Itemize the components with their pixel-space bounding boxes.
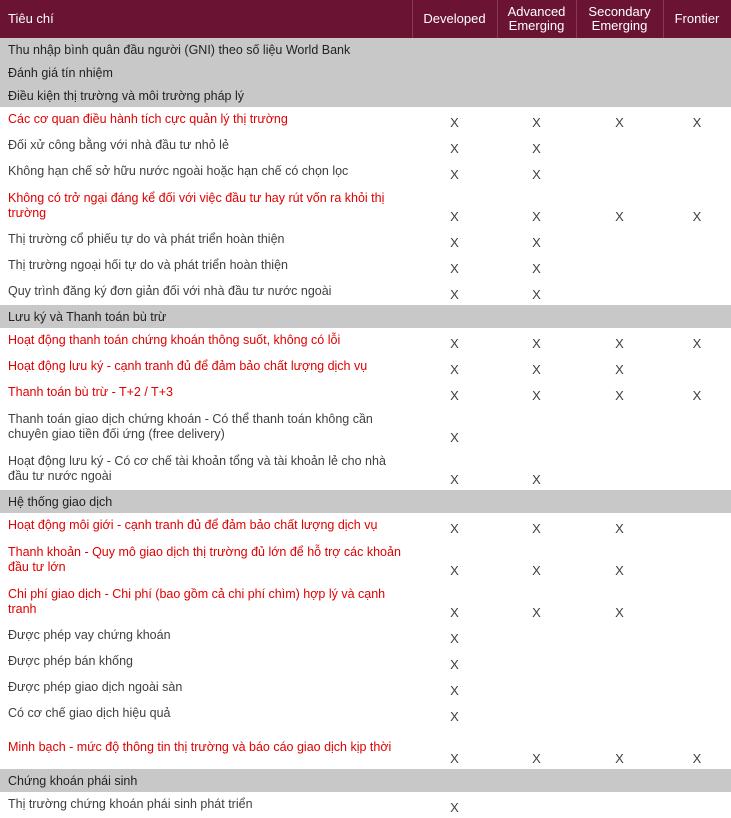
mark-advanced-emerging — [497, 792, 576, 818]
mark-developed: X — [450, 605, 459, 620]
mark-secondary-emerging: X — [615, 563, 624, 578]
mark-developed: X — [450, 388, 459, 403]
mark-developed: X — [450, 472, 459, 487]
mark-secondary-emerging — [576, 279, 663, 305]
mark-developed: X — [450, 521, 459, 536]
mark-frontier — [663, 253, 731, 279]
mark-secondary-emerging — [576, 133, 663, 159]
mark-frontier — [663, 623, 731, 649]
mark-advanced-emerging — [497, 623, 576, 649]
mark-frontier — [663, 792, 731, 818]
criterion-label: Đối xử công bằng với nhà đầu tư nhỏ lẻ — [8, 138, 229, 152]
mark-developed: X — [450, 167, 459, 182]
header-secondary-emerging: Secondary Emerging — [576, 0, 663, 38]
mark-frontier: X — [692, 209, 702, 224]
mark-secondary-emerging — [576, 253, 663, 279]
mark-frontier: X — [692, 388, 702, 403]
mark-advanced-emerging — [497, 406, 576, 448]
mark-advanced-emerging: X — [532, 563, 541, 578]
section-row — [0, 490, 731, 513]
mark-developed: X — [450, 563, 459, 578]
mark-secondary-emerging: X — [615, 751, 624, 766]
mark-frontier — [663, 279, 731, 305]
mark-secondary-emerging: X — [615, 336, 624, 351]
mark-frontier — [663, 675, 731, 701]
mark-frontier — [663, 649, 731, 675]
criterion-label: Được phép giao dịch ngoài sàn — [8, 680, 183, 694]
mark-frontier — [663, 227, 731, 253]
mark-frontier — [663, 354, 731, 380]
mark-advanced-emerging: X — [532, 336, 541, 351]
criterion-label: Thanh toán giao dịch chứng khoán - Có thể thanh toán không cần chuyên giao tiền đối ứng (free delivery) — [8, 411, 373, 441]
table-row — [0, 513, 731, 539]
mark-secondary-emerging — [576, 623, 663, 649]
mark-frontier — [663, 581, 731, 623]
table-row — [0, 253, 731, 279]
table-row — [0, 675, 731, 701]
mark-advanced-emerging: X — [532, 141, 541, 156]
criterion-label: Thanh toán bù trừ - T+2 / T+3 — [8, 385, 173, 399]
mark-developed: X — [450, 287, 459, 302]
mark-advanced-emerging: X — [532, 261, 541, 276]
mark-developed: X — [450, 800, 459, 815]
mark-advanced-emerging: X — [532, 167, 541, 182]
table-body — [0, 38, 731, 818]
mark-developed: X — [450, 115, 459, 130]
mark-secondary-emerging — [576, 649, 663, 675]
mark-advanced-emerging: X — [532, 287, 541, 302]
table-row — [0, 623, 731, 649]
table-row — [0, 406, 731, 448]
mark-secondary-emerging: X — [615, 521, 624, 536]
mark-secondary-emerging — [576, 406, 663, 448]
header-criteria: Tiêu chí — [0, 0, 412, 38]
table-row — [0, 185, 731, 227]
mark-developed: X — [450, 683, 459, 698]
mark-frontier — [663, 539, 731, 581]
table-row — [0, 328, 731, 354]
mark-frontier — [663, 406, 731, 448]
header-frontier: Frontier — [663, 0, 731, 38]
table-row — [0, 701, 731, 727]
mark-advanced-emerging: X — [532, 751, 541, 766]
mark-secondary-emerging — [576, 675, 663, 701]
mark-advanced-emerging: X — [532, 521, 541, 536]
mark-developed: X — [450, 709, 459, 724]
section-label: Thu nhập bình quân đầu người (GNI) theo số liệu World Bank — [0, 38, 731, 61]
section-label: Hệ thống giao dịch — [0, 490, 731, 513]
table-row — [0, 448, 731, 490]
section-row — [0, 38, 731, 61]
table-row — [0, 581, 731, 623]
mark-frontier — [663, 513, 731, 539]
criterion-label: Các cơ quan điều hành tích cực quản lý thị trường — [8, 112, 288, 126]
mark-advanced-emerging: X — [532, 362, 541, 377]
mark-developed: X — [450, 631, 459, 646]
mark-developed: X — [450, 430, 459, 445]
mark-advanced-emerging: X — [532, 472, 541, 487]
criterion-label: Quy trình đăng ký đơn giản đối với nhà đầu tư nước ngoài — [8, 284, 332, 298]
mark-frontier — [663, 448, 731, 490]
table-header — [0, 0, 731, 38]
mark-secondary-emerging — [576, 159, 663, 185]
table-row — [0, 380, 731, 406]
mark-secondary-emerging — [576, 227, 663, 253]
criterion-label: Không có trở ngại đáng kể đối với việc đầu tư hay rút vốn ra khỏi thị trường — [8, 190, 385, 220]
mark-secondary-emerging: X — [615, 115, 624, 130]
table-row — [0, 727, 731, 769]
header-advanced-emerging: Advanced Emerging — [497, 0, 576, 38]
criterion-label: Thị trường chứng khoán phái sinh phát triển — [8, 797, 253, 811]
mark-secondary-emerging — [576, 448, 663, 490]
table-row — [0, 649, 731, 675]
mark-advanced-emerging: X — [532, 605, 541, 620]
mark-secondary-emerging: X — [615, 388, 624, 403]
mark-secondary-emerging: X — [615, 605, 624, 620]
table-row — [0, 279, 731, 305]
mark-advanced-emerging: X — [532, 209, 541, 224]
mark-secondary-emerging — [576, 792, 663, 818]
mark-frontier: X — [692, 336, 702, 351]
criterion-label: Hoạt động môi giới - cạnh tranh đủ để đảm bảo chất lượng dịch vụ — [8, 518, 378, 532]
mark-secondary-emerging: X — [615, 362, 624, 377]
mark-secondary-emerging — [576, 701, 663, 727]
criterion-label: Hoạt động lưu ký - cạnh tranh đủ để đảm bảo chất lượng dịch vụ — [8, 359, 368, 373]
section-label: Đánh giá tín nhiệm — [0, 61, 731, 84]
mark-frontier — [663, 133, 731, 159]
mark-developed: X — [450, 209, 459, 224]
criterion-label: Thị trường cổ phiếu tự do và phát triển hoàn thiện — [8, 232, 285, 246]
mark-advanced-emerging — [497, 701, 576, 727]
mark-advanced-emerging — [497, 675, 576, 701]
table-row — [0, 159, 731, 185]
table-row — [0, 133, 731, 159]
mark-advanced-emerging: X — [532, 235, 541, 250]
mark-developed: X — [450, 261, 459, 276]
mark-developed: X — [450, 141, 459, 156]
mark-developed: X — [450, 751, 459, 766]
criterion-label: Thị trường ngoại hối tự do và phát triển hoàn thiện — [8, 258, 288, 272]
criterion-label: Chi phí giao dịch - Chi phí (bao gồm cả chi phí chìm) hợp lý và cạnh tranh — [8, 586, 386, 616]
criterion-label: Được phép bán khống — [8, 654, 133, 668]
mark-advanced-emerging: X — [532, 388, 541, 403]
table-row — [0, 354, 731, 380]
section-row — [0, 84, 731, 107]
criterion-label: Hoạt động lưu ký - Có cơ chế tài khoản tổng và tài khoản lẻ cho nhà đầu tư nước ngoài — [8, 453, 386, 483]
mark-advanced-emerging: X — [532, 115, 541, 130]
table-row — [0, 792, 731, 818]
mark-developed: X — [450, 657, 459, 672]
header-developed: Developed — [412, 0, 497, 38]
section-row — [0, 769, 731, 792]
mark-frontier — [663, 701, 731, 727]
table-row — [0, 107, 731, 133]
mark-secondary-emerging: X — [615, 209, 624, 224]
criterion-label: Thanh khoản - Quy mô giao dịch thị trường đủ lớn để hỗ trợ các khoản đầu tư lớn — [8, 544, 401, 574]
section-label: Điều kiện thị trường và môi trường pháp lý — [0, 84, 731, 107]
mark-advanced-emerging — [497, 649, 576, 675]
table-row — [0, 227, 731, 253]
section-label: Lưu ký và Thanh toán bù trừ — [0, 305, 731, 328]
mark-frontier: X — [692, 751, 702, 766]
section-label: Chứng khoán phái sinh — [0, 769, 731, 792]
section-row — [0, 305, 731, 328]
mark-developed: X — [450, 235, 459, 250]
criterion-label: Không hạn chế sở hữu nước ngoài hoặc hạn chế có chọn lọc — [8, 164, 349, 178]
criterion-label: Được phép vay chứng khoán — [8, 628, 171, 642]
table-row — [0, 539, 731, 581]
criterion-label: Có cơ chế giao dịch hiệu quả — [8, 706, 171, 720]
mark-developed: X — [450, 336, 459, 351]
criterion-label: Minh bạch - mức độ thông tin thị trường và báo cáo giao dịch kịp thời — [8, 740, 392, 754]
section-row — [0, 61, 731, 84]
criterion-label: Hoạt động thanh toán chứng khoán thông suốt, không có lỗi — [8, 333, 341, 347]
mark-frontier: X — [692, 115, 702, 130]
mark-developed: X — [450, 362, 459, 377]
mark-frontier — [663, 159, 731, 185]
